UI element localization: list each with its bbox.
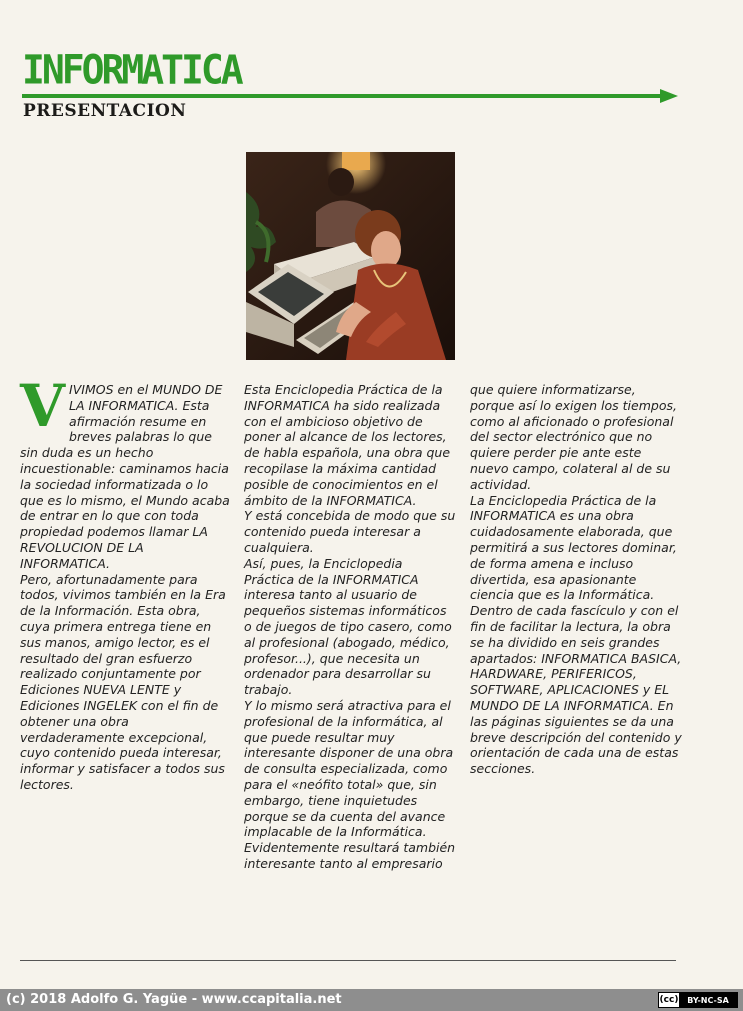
article-paragraph: Y lo mismo será atractiva para el profesional de la informática, al que puede resultar muy interesante disponer de una obra de consulta especializada, como para el «neófito total» que, sin embargo, tiene inquietudes porque se da cuenta del avance implacable de la Informática. Evidentemente resultará también interesante tanto al empresario <box>244 697 456 871</box>
section-title: PRESENTACION <box>23 101 187 121</box>
article-paragraph: Dentro de cada fascículo y con el fin de facilitar la lectura, la obra se ha dividido en seis grandes apartados: INFORMATICA BASICA, HARDWARE, PERIFERICOS, SOFTWARE, APLICACIONES y EL MUNDO DE LA INFORMATICA. En las páginas siguientes se da una breve descripción del contenido y orientación de cada una de estas secciones. <box>470 603 682 777</box>
drop-cap: V <box>20 372 66 440</box>
article-column-3 <box>470 382 682 777</box>
article-paragraph: Y está concebida de modo que su contenido pueda interesar a cualquiera. <box>244 508 456 555</box>
woman-computer-photo <box>246 152 455 360</box>
article-paragraph: La Enciclopedia Práctica de la INFORMATICA es una obra cuidadosamente elaborada, que permitirá a sus lectores dominar, de forma amena e incluso divertida, esa apasionante ciencia que es la Informática. <box>470 492 677 603</box>
bottom-divider <box>20 960 676 961</box>
creative-commons-badge[interactable] <box>658 992 738 1008</box>
article-column-2 <box>244 382 456 872</box>
article-paragraph: Pero, afortunadamente para todos, vivimos también en la Era de la Información. Esta obra, cuya primera entrega tiene en sus manos, amigo lector, es el resultado del gran esfuerzo realizado conjuntamente por Ediciones NUEVA LENTE y Ediciones INGELEK con el fin de obtener una obra verdaderamente excepcional, cuyo contenido pueda interesar, informar y satisfacer a todos sus lectores. <box>20 571 226 792</box>
cc-icon: (cc) <box>659 995 679 1005</box>
article-column-1 <box>20 372 232 793</box>
article-paragraph: que quiere informatizarse, porque así lo exigen los tiempos, como al aficionado o profesional del sector electrónico que no quiere perder pie ante este nuevo campo, colateral al de su actividad. <box>470 382 677 492</box>
article-paragraph: IVIMOS en el MUNDO DE LA INFORMATICA. Esta afirmación resume en breves palabras lo que sin duda es un hecho incuestionable: caminamos hacia la sociedad informatizada o lo que es lo mismo, el Mundo acaba de entrar en lo que con toda propiedad podemos llamar LA REVOLUCION DE LA INFORMATICA. <box>20 382 230 571</box>
copyright-credit: (c) 2018 Adolfo G. Yagüe - www.ccapitalia.net <box>6 992 342 1007</box>
license-label: BY-NC-SA <box>679 993 737 1007</box>
brand-logo: INFORMATICA <box>22 46 241 94</box>
article-paragraph: Esta Enciclopedia Práctica de la INFORMATICA ha sido realizada con el ambicioso objetivo de poner al alcance de los lectores, de habla española, una obra que recopilase la máxima cantidad posible de conocimientos en el ámbito de la INFORMATICA. <box>244 382 451 508</box>
article-paragraph: Así, pues, la Enciclopedia Práctica de la INFORMATICA interesa tanto al usuario de pequeños sistemas informáticos o de juegos de tipo casero, como al profesional (abogado, médico, profesor...), que necesita un ordenador para desarrollar su trabajo. <box>244 555 452 698</box>
